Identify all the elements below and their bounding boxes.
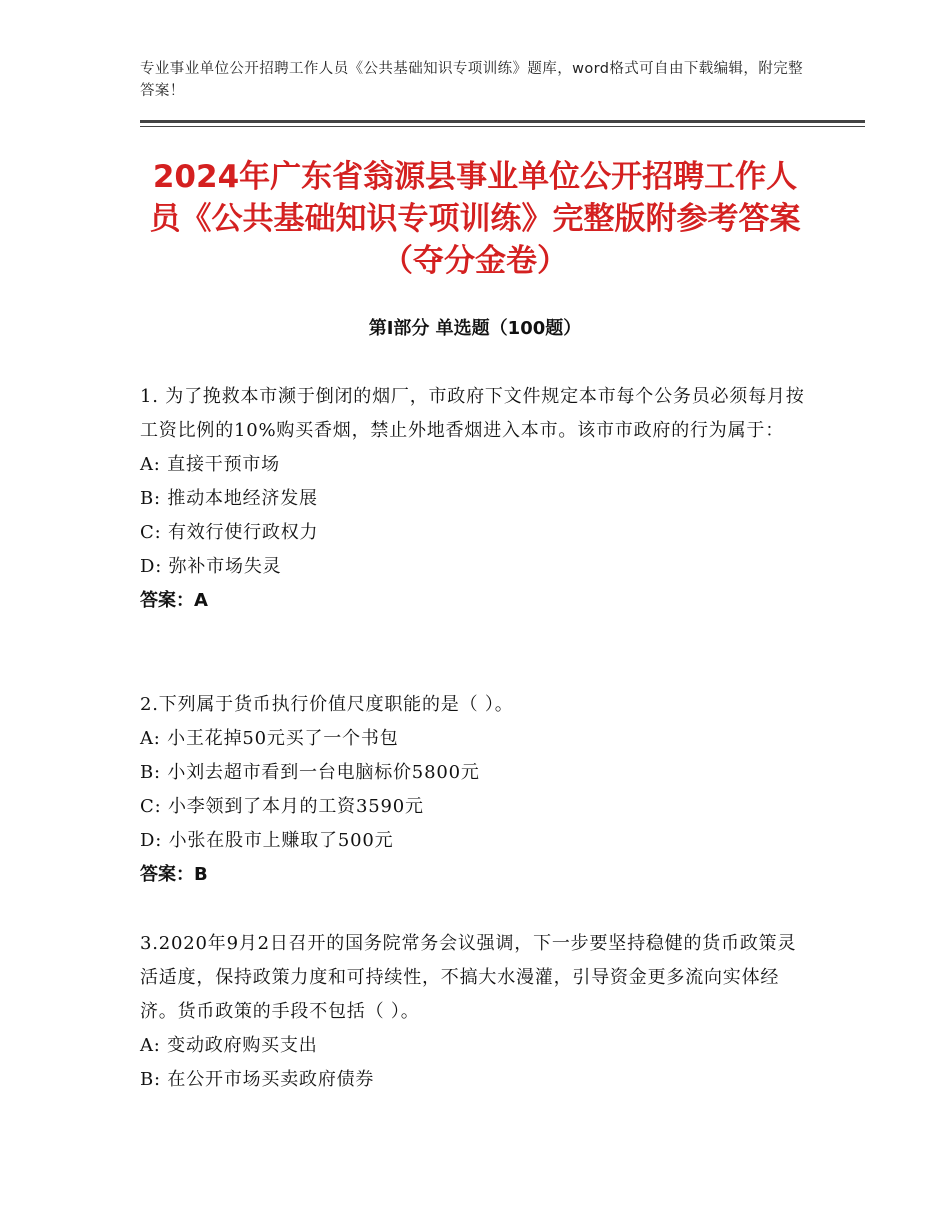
option-b: B: 推动本地经济发展 xyxy=(140,488,318,509)
question-stem: 3.2020年9月2日召开的国务院常务会议强调，下一步要坚持稳健的货币政策灵活适度，保持政策力度和可持续性，不搞大水漫灌，引导资金更多流向实体经济。货币政策的手段不包括（ ）。 xyxy=(140,933,797,1022)
question-stem: 2.下列属于货币执行价值尺度职能的是（ ）。 xyxy=(140,694,514,715)
header-divider-thin xyxy=(140,126,865,127)
document-title: 2024年广东省翁源县事业单位公开招聘工作人员《公共基础知识专项训练》完整版附参考答案（夺分金卷） xyxy=(149,159,801,279)
option-a: A: 变动政府购买支出 xyxy=(140,1035,318,1056)
option-a: A: 直接干预市场 xyxy=(140,454,280,475)
option-b: B: 小刘去超市看到一台电脑标价5800元 xyxy=(140,762,480,783)
option-b: B: 在公开市场买卖政府债券 xyxy=(140,1069,375,1090)
option-a: A: 小王花掉50元买了一个书包 xyxy=(140,728,399,749)
question-3 xyxy=(140,927,810,1097)
option-c: C: 小李领到了本月的工资3590元 xyxy=(140,796,424,817)
question-1 xyxy=(140,380,810,618)
answer: 答案：A xyxy=(140,590,208,611)
question-2 xyxy=(140,688,810,892)
option-d: D: 小张在股市上赚取了500元 xyxy=(140,830,394,851)
header-divider-thick xyxy=(140,120,865,123)
option-c: C: 有效行使行政权力 xyxy=(140,522,319,543)
answer: 答案：B xyxy=(140,864,208,885)
option-d: D: 弥补市场失灵 xyxy=(140,556,282,577)
question-stem: 1. 为了挽救本市濒于倒闭的烟厂，市政府下文件规定本市每个公务员必须每月按工资比例的10%购买香烟，禁止外地香烟进入本市。该市市政府的行为属于： xyxy=(140,386,805,441)
section-heading: 第Ⅰ部分 单选题（100题） xyxy=(368,318,582,339)
header-note: 专业事业单位公开招聘工作人员《公共基础知识专项训练》题库，word格式可自由下载编辑，附完整答案！ xyxy=(140,61,804,99)
